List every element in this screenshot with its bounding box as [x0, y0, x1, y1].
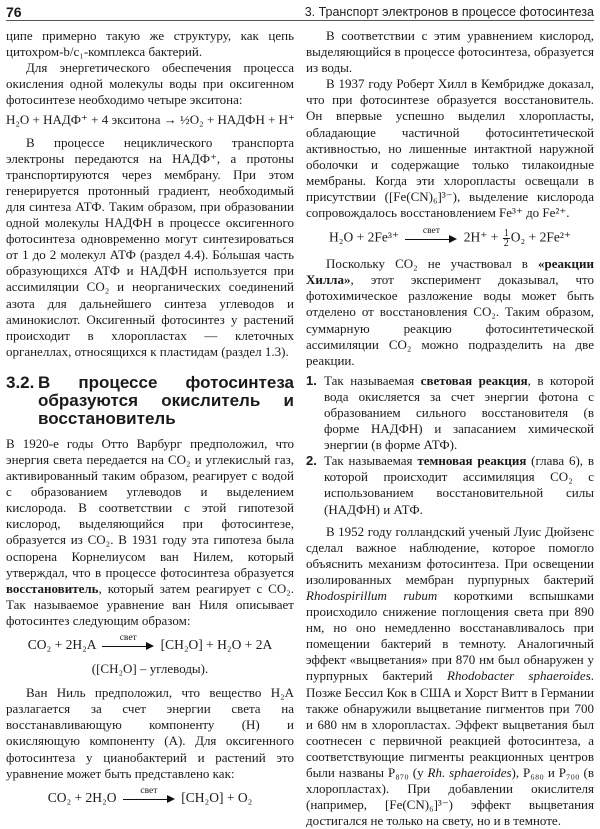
species-name: Rhodospirillum rubum — [306, 588, 438, 603]
numbered-list — [306, 373, 594, 518]
paragraph: ципе примерно такую же структуру, как цепь цитохром-b/c₁-комплекса бактерий. — [6, 28, 294, 60]
bold-term: восстановитель — [6, 580, 99, 596]
paragraph: В процессе нециклического транспорта электроны передаются на НАДФ⁺, а протоны транспортируются через мембрану. При этом генерируется протонный градиент, необходимый для синтеза АТФ. Таким образом, при образовании одной молекулы НАДФН в процессе оксигенного фотосинтеза одновременно могут синтезироваться от 1 до 2 молекул АТФ (раздел 4.4). Бо́льшая часть образующихся АТФ и НАДФН используется при ассимиляции CO₂ и неорганических соединений азота для дальнейшего синтеза углеводов и аминокислот. Оксигенный фотосинтез у растений происходит в хлоропластах — клеточных органеллах, относящихся к пластидам (раздел 1.3). — [6, 134, 294, 359]
page-header — [6, 2, 594, 21]
equation-oxygenic: CO₂ + 2H₂O свет [CH₂O] + O₂ — [47, 785, 253, 805]
page-number: 76 — [6, 4, 22, 20]
species-name: Rh. sphaeroides — [427, 765, 512, 781]
equation-excitons: H₂O + НАДФ⁺ + 4 экситона → ½O₂ + НАДФН + H⁺ — [6, 112, 295, 128]
equation-van-niel: CO₂ + 2H₂A свет [CH₂O] + H₂O + 2A — [27, 632, 273, 652]
running-title: 3. Транспорт электронов в процессе фотосинтеза — [304, 5, 594, 19]
paragraph: В 1937 году Роберт Хилл в Кембридже доказал, что при фотосинтезе образуется восстановитель. Он впервые успешно выделил хлоропласты, обладающие частичной фотосинтетической активностью, но лишенные интактной наружной оболочки и содержащие только тилакоидные мембраны. Когда эти хлоропласты освещали в присутствии ([Fe(CN)₆]³⁻), выделение кислорода сопровождалось восстановлением Fe³⁺ до Fe²⁺. — [306, 76, 594, 221]
bold-term: «реакции Хилла» — [306, 256, 594, 288]
paragraph: В 1920-е годы Отто Варбург предположил, что энергия света передается на CO₂ и углекислый газ, активированный таким образом, реагирует с водой с образованием углеводов и выделением кислорода. В соответствии с этой гипотезой кислород, выделяющийся при фотосинтезе, образуется из CO₂. В 1931 году эта гипотеза была оспорена Корнелиусом ван Нилем, который утверждал, что в процессе фотосинтеза образуется восстановитель, который затем реагирует с CO₂. Так называемое уравнение ван Ниля описывает фотосинтез следующим образом: — [6, 435, 294, 628]
list-item: 2. Так называемая темновая реакция (глава 6), в которой происходит ассимиляция CO₂ с использованием восстановительной силы (НАДФН) и АТФ. — [306, 453, 594, 517]
species-name: Rhodobacter sphaeroides — [447, 668, 591, 684]
left-column — [6, 28, 294, 814]
paragraph: Поскольку CO₂ не участвовал в «реакции Хилла», этот эксперимент доказывал, что фотохимическое разложение воды может быть отделено от восстановления CO₂. Таким образом, суммарную реакцию фотосинтетической ассимиляции CO₂ можно подразделить на две реакции. — [306, 256, 594, 368]
section-heading — [6, 374, 294, 428]
equation-hill: H₂O + 2Fe³⁺ свет 2H⁺ + $\frac{1}{2}$ O₂ + 2Fe²⁺ — [329, 225, 571, 250]
section-number: 3.2. — [6, 372, 35, 392]
equation-note: ([CH₂O] – углеводы). — [91, 661, 209, 677]
bold-term: световая реакция — [420, 372, 528, 388]
paragraph: Ван Ниль предположил, что вещество H₂A разлагается за счет энергии света на восстанавливающую компоненту (H) и окисляющую компоненту (A). Для оксигенного фотосинтеза у цианобактерий и растений это уравнение может быть представлено как: — [6, 685, 294, 781]
paragraph: В соответствии с этим уравнением кислород, выделяющийся в процессе фотосинтеза, образуется из воды. — [306, 28, 594, 76]
arrow-icon: свет — [405, 234, 457, 244]
paragraph: Для энергетического обеспечения процесса окисления одной молекулы воды при оксигенном фотосинтезе необходимо четыре экситона: — [6, 60, 294, 108]
bold-term: темновая реакция — [417, 453, 527, 469]
section-title: В процессе фотосинтеза образуются окислитель и восстановитель — [38, 372, 294, 428]
list-item: 1. Так называемая световая реакция, в которой вода окисляется за счет энергии фотона с образованием сильного восстановителя (в форме НАДФН) и запасанием химической энергии (в форме АТФ). — [306, 372, 594, 453]
paragraph: В 1952 году голландский ученый Луис Дюйзенс сделал важное наблюдение, которое помогло объяснить механизм фотосинтеза. При освещении изолированных мембран пурпурных бактерий Rhodospirillum rubum короткими вспышками происходило снижение поглощения света при 890 нм, но оно немедленно восстанавливалось при помещении бактерий в темноту. Аналогичный эффект «выцветания» при 870 нм был обнаружен у пурпурных бактерий Rhodobacter sphaeroides. Позже Бессил Кок в США и Хорст Витт в Германии также обнаружили выцветание пигментов при 700 и 680 нм в хлоропластах. Эффект выцветания был соотнесен с первичной реакцией фотосинтеза, а соответствующие пигменты реакционных центров были названы P₈₇₀ (у Rh. sphaeroides), P₆₈₀ и P₇₀₀ (в хлоропластах). При добавлении окислителя (например, [Fe(CN)₆]³⁻) эффект выцветания достигался не только на свету, но и в темноте. — [306, 523, 595, 829]
fraction: $\frac{1}{2}$ — [503, 228, 509, 250]
arrow-icon: свет — [123, 794, 175, 804]
arrow-icon: свет — [102, 641, 154, 651]
right-column — [306, 28, 594, 829]
